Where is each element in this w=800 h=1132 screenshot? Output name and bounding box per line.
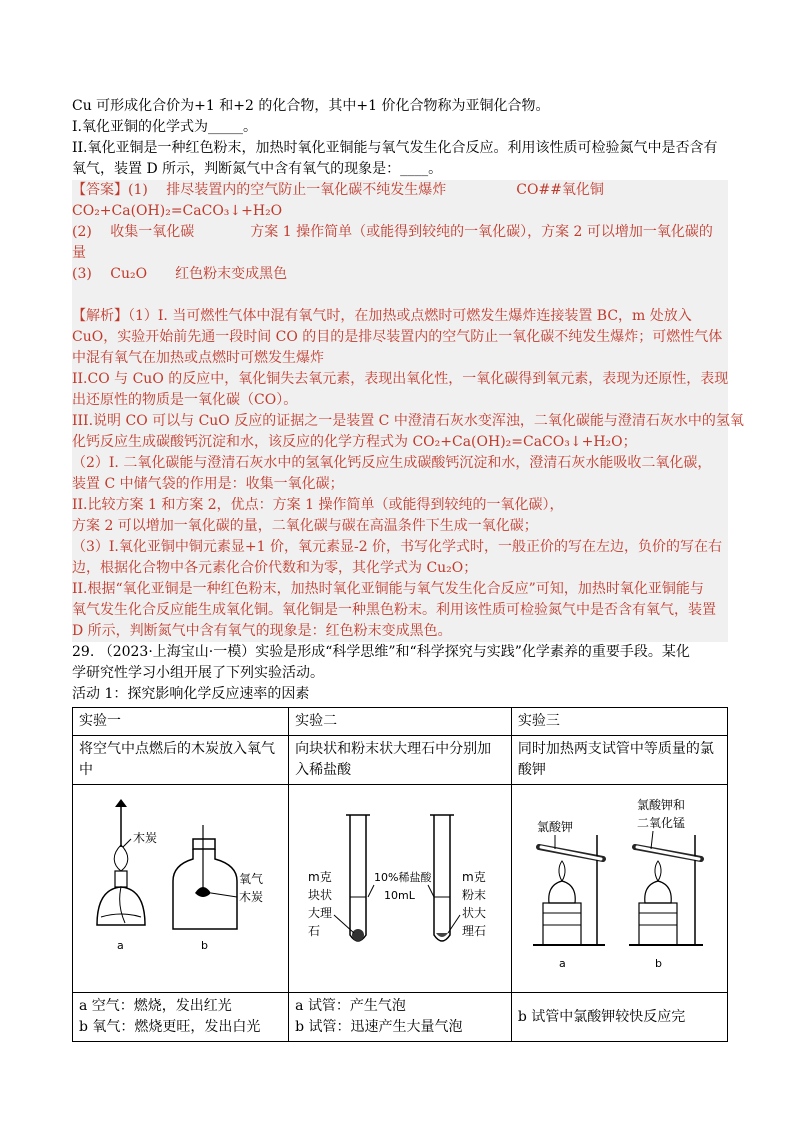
result-2-line-2: b 试管：迅速产生大量气泡 [295, 1019, 463, 1035]
label-kclo3-mno2-2: 二氧化锰 [637, 816, 686, 830]
question-line-1: 29. （2023·上海宝山·一模）实验是形成“科学思维”和“科学探究与实践”化学素养的重要手段。某化 [72, 644, 690, 660]
answer-line-5: (3) Cu₂O 红色粉末变成黑色 [72, 264, 728, 285]
analysis-line-6: III.说明 CO 可以与 CuO 反应的证据之一是装置 C 中澄清石灰水变浑浊，二氧化碳能与澄清石灰水中的氢氧 [72, 411, 728, 432]
result-exp-2 [289, 993, 512, 1042]
label-acid: 10%稀盐酸 [373, 871, 432, 884]
header-exp-3: 实验三 [511, 708, 727, 736]
analysis-line-16: D 所示，判断氮气中含有氧气的现象是：红色粉末变成黑色。 [72, 621, 728, 642]
label-left-4: 石 [307, 924, 320, 938]
document-page [72, 96, 744, 1042]
analysis-line-11: 方案 2 可以增加一氧化碳的量，二氧化碳与碳在高温条件下生成一氧化碳； [72, 516, 728, 537]
answer-gap [72, 285, 728, 306]
desc-exp-3: 同时加热两支试管中等质量的氯酸钾 [511, 736, 727, 785]
question-line-3: 活动 1：探究影响化学反应速率的因素 [72, 686, 310, 702]
answer-block [72, 180, 744, 642]
experiment-table [72, 707, 728, 1042]
heating-apparatus-figure [519, 785, 719, 985]
result-1-line-2: b 氧气：燃烧更旺，发出白光 [79, 1019, 261, 1035]
label-b-3: b [655, 957, 663, 970]
analysis-line-9: 装置 C 中储气袋的作用是：收集一氧化碳； [72, 474, 728, 495]
header-exp-2: 实验二 [289, 708, 512, 736]
label-charcoal-a: 木炭 [132, 831, 157, 845]
analysis-line-7: 化钙反应生成碳酸钙沉淀和水，该反应的化学方程式为 CO₂+Ca(OH)₂=CaCO₃↓+H₂O； [72, 432, 728, 453]
label-left-3: 大理 [307, 906, 332, 920]
analysis-line-15: 氧气发生化合反应能生成氧化铜。氧化铜是一种黑色粉末。利用该性质可检验氮气中是否含有氧气，装置 [72, 600, 728, 621]
desc-exp-1: 将空气中点燃后的木炭放入氧气中 [73, 736, 289, 785]
analysis-line-14: II.根据“氧化亚铜是一种红色粉末，加热时氧化亚铜能与氧气发生化合反应”可知，加热时氧化亚铜能与 [72, 579, 728, 600]
label-right-2: 粉末 [461, 888, 486, 902]
label-volume: 10mL [383, 889, 415, 902]
intro-line-1: Cu 可形成化合价为+1 和+2 的化合物，其中+1 价化合物称为亚铜化合物。 [72, 98, 550, 114]
label-a-3: a [559, 957, 567, 970]
analysis-line-4: II.CO 与 CuO 的反应中，氧化铜失去氧元素，表现出氧化性，一氧化碳得到氧元素，表现为还原性，表现 [72, 369, 728, 390]
answer-line-2: CO₂+Ca(OH)₂=CaCO₃↓+H₂O [72, 201, 728, 222]
analysis-line-10: II.比较方案 1 和方案 2，优点：方案 1 操作简单（或能得到较纯的一氧化碳）， [72, 495, 728, 516]
label-kclo3-mno2-1: 氯酸钾和 [637, 798, 686, 812]
analysis-line-8: （2）I. 二氧化碳能与澄清石灰水中的氢氧化钙反应生成碳酸钙沉淀和水，澄清石灰水能吸收二氧化碳， [72, 453, 728, 474]
result-exp-1 [73, 993, 289, 1042]
label-a-1: a [116, 939, 124, 952]
table-result-row [73, 993, 728, 1042]
result-3-line-1: b 试管中氯酸钾较快反应完 [517, 1008, 686, 1025]
label-right-4: 理石 [461, 924, 486, 938]
result-2-line-1: a 试管：产生气泡 [295, 998, 406, 1014]
charcoal-apparatus-figure [81, 785, 281, 985]
table-figure-row [73, 785, 728, 993]
analysis-line-2: CuO，实验开始前先通一段时间 CO 的目的是排尽装置内的空气防止一氧化碳不纯发生爆炸；可燃性气体 [72, 327, 728, 348]
label-left-2: 块状 [307, 888, 332, 902]
intro-line-2: I.氧化亚铜的化学式为_____。 [72, 119, 257, 135]
result-1-line-1: a 空气：燃烧，发出红光 [79, 998, 232, 1014]
intro-line-3: II.氧化亚铜是一种红色粉末，加热时氧化亚铜能与氧气发生化合反应。利用该性质可检验氮气中是否含有 [72, 140, 718, 156]
answer-line-1: 【答案】(1) 排尽装置内的空气防止一氧化碳不纯发生爆炸 CO##氧化铜 [72, 180, 728, 201]
figure-exp-2 [289, 785, 512, 993]
desc-exp-2: 向块状和粉末状大理石中分别加入稀盐酸 [289, 736, 512, 785]
test-tubes-figure [290, 785, 510, 985]
label-oxygen: 氧气 [238, 872, 263, 886]
label-right-1: m克 [461, 870, 486, 884]
label-charcoal-b: 木炭 [238, 890, 263, 904]
analysis-line-13: 边，根据化合物中各元素化合价代数和为零，其化学式为 Cu₂O； [72, 558, 728, 579]
analysis-line-12: （3）I.氧化亚铜中铜元素显+1 价，氧元素显-2 价，书写化学式时，一般正价的写在左边，负价的写在右 [72, 537, 728, 558]
analysis-line-3: 中混有氧气在加热或点燃时可燃发生爆炸 [72, 348, 728, 369]
result-exp-3 [511, 993, 727, 1042]
analysis-line-1: 【解析】（1）I. 当可燃性气体中混有氧气时，在加热或点燃时可燃发生爆炸连接装置 BC，m 处放入 [72, 306, 728, 327]
table-desc-row [73, 736, 728, 785]
analysis-line-5: 出还原性的物质是一氧化碳（CO）。 [72, 390, 728, 411]
label-left-1: m克 [307, 870, 332, 884]
answer-line-4: 量 [72, 243, 728, 264]
figure-exp-1 [73, 785, 289, 993]
table-header-row [73, 708, 728, 736]
intro-line-4: 氧气，装置 D 所示，判断氮气中含有氧气的现象是：____。 [72, 161, 443, 177]
label-right-3: 状大 [461, 906, 486, 920]
question-line-2: 学研究性学习小组开展了下列实验活动。 [72, 665, 324, 681]
answer-line-3: (2) 收集一氧化碳 方案 1 操作简单（或能得到较纯的一氧化碳），方案 2 可以增加一氧化碳的 [72, 222, 728, 243]
header-exp-1: 实验一 [73, 708, 289, 736]
label-b-1: b [200, 939, 208, 952]
label-kclo3: 氯酸钾 [537, 820, 574, 834]
figure-exp-3 [511, 785, 727, 993]
